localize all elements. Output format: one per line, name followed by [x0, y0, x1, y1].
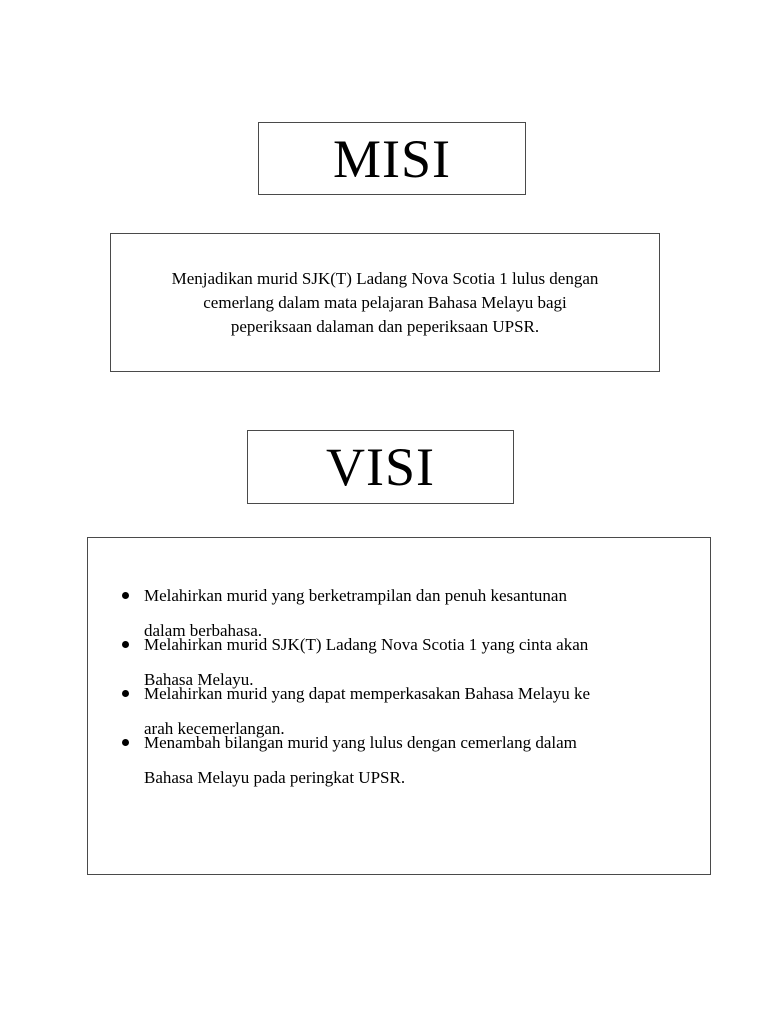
list-item-line-2: Bahasa Melayu pada peringkat UPSR. [144, 768, 406, 787]
misi-line-3: peperiksaan dalaman dan peperiksaan UPSR. [230, 316, 540, 336]
bullet-icon [122, 641, 129, 648]
misi-line-2: cemerlang dalam mata pelajaran Bahasa Melayu bagi [203, 292, 567, 312]
misi-statement [172, 267, 599, 339]
visi-list-box [87, 537, 711, 875]
visi-list [118, 584, 698, 790]
list-item-line-2: Bahasa Melayu. [144, 670, 254, 689]
visi-title: VISI [326, 437, 435, 497]
list-item [118, 731, 698, 790]
misi-statement-box [110, 233, 660, 372]
misi-title-box [258, 122, 526, 195]
bullet-icon [122, 592, 129, 599]
misi-title: MISI [332, 128, 451, 189]
list-item-line-1: Melahirkan murid SJK(T) Ladang Nova Scotia 1 yang cinta akan [144, 635, 589, 654]
list-item-line-1: Melahirkan murid yang dapat memperkasakan Bahasa Melayu ke [144, 684, 591, 703]
visi-title-box [247, 430, 514, 504]
list-item-line-2: dalam berbahasa. [144, 621, 262, 640]
list-item-line-1: Menambah bilangan murid yang lulus dengan cemerlang dalam [144, 733, 577, 752]
bullet-icon [122, 690, 129, 697]
bullet-icon [122, 739, 129, 746]
list-item-line-2: arah kecemerlangan. [144, 719, 285, 738]
misi-line-1: Menjadikan murid SJK(T) Ladang Nova Scotia 1 lulus dengan [171, 268, 599, 288]
list-item-line-1: Melahirkan murid yang berketrampilan dan penuh kesantunan [144, 586, 567, 605]
